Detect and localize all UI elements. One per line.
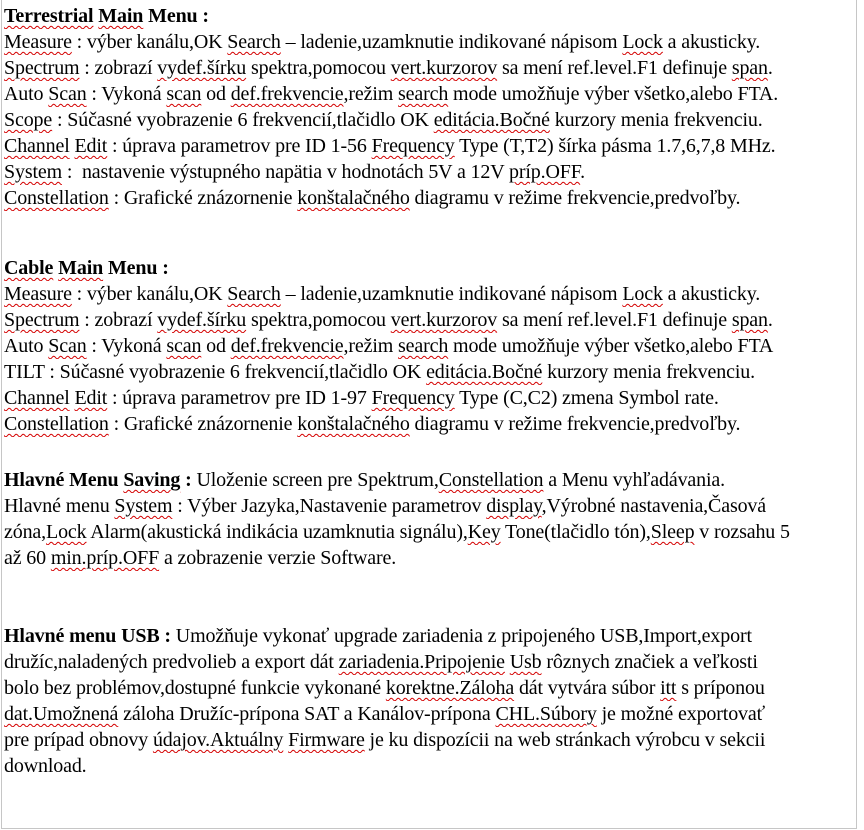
text-run: : Grafické znázornenie bbox=[108, 187, 298, 209]
text-run: . bbox=[767, 309, 773, 331]
text-run: : výber kanálu,OK bbox=[71, 283, 228, 305]
text-run: Type (C,C2) zmena Symbol rate. bbox=[454, 387, 719, 409]
text-run: : úprava parametrov pre ID 1-97 bbox=[107, 387, 372, 409]
misspelled-word: Constellation bbox=[4, 413, 109, 435]
text-line bbox=[4, 185, 856, 211]
misspelled-word: Cable bbox=[4, 257, 54, 279]
text-run: : zobrazí bbox=[79, 309, 158, 331]
misspelled-word: dat.Umožnená bbox=[4, 703, 119, 725]
misspelled-word: span bbox=[731, 309, 768, 331]
text-run: dát vytvára súbor bbox=[514, 677, 661, 699]
text-run: : nastavenie výstupného napätia v hodnotách 5V a 12V bbox=[62, 161, 510, 183]
text-run: Tone(tlačidlo tón), bbox=[500, 521, 651, 543]
misspelled-word: korektne.Záloha bbox=[385, 677, 515, 699]
text-line bbox=[4, 623, 856, 649]
misspelled-word: System bbox=[114, 495, 173, 517]
misspelled-word: Saving bbox=[123, 469, 181, 491]
text-run: Auto bbox=[4, 83, 49, 105]
misspelled-word: span bbox=[731, 57, 768, 79]
text-run: je možné exportovať bbox=[596, 703, 766, 725]
misspelled-word: príp.OFF bbox=[509, 161, 581, 183]
paragraph-hlavne-menu-usb bbox=[4, 623, 856, 779]
text-run: : Grafické znázornenie bbox=[108, 413, 298, 435]
text-line bbox=[4, 519, 856, 545]
text-line bbox=[4, 649, 856, 675]
text-line bbox=[4, 385, 856, 411]
misspelled-word: vert.kurzorov bbox=[390, 309, 498, 331]
text-line bbox=[4, 133, 856, 159]
misspelled-word: Firmware bbox=[288, 729, 365, 751]
document-page bbox=[1, 0, 857, 829]
text-run: diagramu v režime frekvencie,predvoľby. bbox=[409, 413, 741, 435]
misspelled-word: vydef.šírku bbox=[157, 309, 247, 331]
text-run: Umožňuje vykonať upgrade zariadenia z pripojeného USB,Import,export bbox=[170, 625, 752, 647]
text-run: od bbox=[201, 83, 231, 105]
text-run: kurzory menia frekvenciu. bbox=[542, 361, 755, 383]
misspelled-word: min.príp.OFF bbox=[50, 547, 160, 569]
text-line bbox=[4, 545, 856, 571]
misspelled-word: vydef.šírku bbox=[157, 57, 247, 79]
misspelled-word: Search bbox=[227, 31, 281, 53]
text-run: ,Výrobné nastavenia,Časová bbox=[541, 495, 767, 517]
text-run: mode umožňuje výber všetko,alebo FTA. bbox=[448, 83, 779, 105]
misspelled-word: konštalačného bbox=[297, 413, 410, 435]
text-line bbox=[4, 493, 856, 519]
text-run: záloha Družíc-prípona SAT a Kanálov-prípona bbox=[118, 703, 496, 725]
text-run: Hlavné menu USB : bbox=[4, 625, 171, 647]
text-line bbox=[4, 281, 856, 307]
text-run: až 60 bbox=[4, 547, 51, 569]
text-run: mode umožňuje výber všetko,alebo FTA bbox=[448, 335, 774, 357]
misspelled-word: Lock bbox=[46, 521, 87, 543]
misspelled-word: search bbox=[398, 335, 449, 357]
text-line bbox=[4, 3, 856, 29]
text-line bbox=[4, 411, 856, 437]
misspelled-word: Usb bbox=[509, 651, 542, 673]
misspelled-word: Spectrum bbox=[4, 309, 80, 331]
misspelled-word: editácia.Bočné bbox=[426, 361, 543, 383]
text-run: s príponou bbox=[676, 677, 765, 699]
misspelled-word: Scope bbox=[4, 109, 53, 131]
text-run: – ladenie,uzamknutie indikované nápisom bbox=[280, 283, 623, 305]
text-run: Hlavné Menu bbox=[4, 469, 124, 491]
misspelled-word: Channel bbox=[4, 387, 70, 409]
misspelled-word: Frequency bbox=[371, 135, 455, 157]
text-line bbox=[4, 359, 856, 385]
text-run: Uloženie screen pre Spektrum, bbox=[191, 469, 439, 491]
text-run: a akusticky. bbox=[662, 283, 761, 305]
misspelled-word: Measure bbox=[4, 31, 72, 53]
text-line bbox=[4, 467, 856, 493]
text-run: v rozsahu 5 bbox=[694, 521, 790, 543]
misspelled-word: display bbox=[486, 495, 542, 517]
text-run: kurzory menia frekvenciu. bbox=[549, 109, 763, 131]
text-run: Alarm(akustická indikácia uzamknutia signálu), bbox=[86, 521, 468, 543]
paragraph-hlavne-menu-saving-system bbox=[4, 467, 856, 571]
text-run: : Súčasné vyobrazenie 6 frekvencií,tlačidlo OK bbox=[52, 109, 434, 131]
misspelled-word: Channel bbox=[4, 135, 70, 157]
misspelled-word: editácia.Bočné bbox=[433, 109, 550, 131]
text-run: Type (T,T2) šírka pásma 1.7,6,7,8 MHz. bbox=[454, 135, 776, 157]
misspelled-word: Lock bbox=[622, 31, 663, 53]
text-run: : Vykoná bbox=[86, 335, 167, 357]
text-run: a Menu vyhľadávania. bbox=[543, 469, 725, 491]
misspelled-word: def.frekvencie bbox=[230, 335, 344, 357]
misspelled-word: Measure bbox=[4, 283, 72, 305]
text-run: družíc,naladených predvolieb a export dát bbox=[4, 651, 339, 673]
misspelled-word: def.frekvencie bbox=[230, 83, 344, 105]
misspelled-word: Edit bbox=[74, 387, 108, 409]
text-run: pre prípad obnovy bbox=[4, 729, 153, 751]
misspelled-word: Search bbox=[227, 283, 281, 305]
text-run: zóna, bbox=[4, 521, 47, 543]
paragraph-terrestrial-main-menu bbox=[4, 3, 856, 211]
text-run: spektra,pomocou bbox=[246, 57, 391, 79]
misspelled-word: údajov.Aktuálny bbox=[152, 729, 284, 751]
paragraph-cable-main-menu bbox=[4, 255, 856, 437]
text-run: a zobrazenie verzie Software. bbox=[159, 547, 397, 569]
misspelled-word: zariadenia.Pripojenie bbox=[338, 651, 505, 673]
text-run: Auto bbox=[4, 335, 49, 357]
misspelled-word: System bbox=[4, 161, 62, 183]
misspelled-word: scan bbox=[166, 335, 202, 357]
text-run: spektra,pomocou bbox=[246, 309, 391, 331]
text-run: ,režim bbox=[343, 83, 399, 105]
text-run: . bbox=[580, 161, 585, 183]
misspelled-word: Constellation bbox=[4, 187, 109, 209]
misspelled-word: Scan bbox=[48, 335, 87, 357]
text-line bbox=[4, 727, 856, 753]
text-run: download. bbox=[4, 755, 87, 777]
misspelled-word: scan bbox=[166, 83, 202, 105]
text-run: a akusticky. bbox=[662, 31, 761, 53]
misspelled-word: vert.kurzorov bbox=[390, 57, 498, 79]
text-run: bolo bez problémov,dostupné funkcie vykonané bbox=[4, 677, 386, 699]
text-line bbox=[4, 159, 856, 185]
misspelled-word: Key bbox=[467, 521, 501, 543]
misspelled-word: Main bbox=[98, 5, 144, 27]
misspelled-word: Spectrum bbox=[4, 57, 80, 79]
text-run: diagramu v režime frekvencie,predvoľby. bbox=[409, 187, 741, 209]
text-run: . bbox=[767, 57, 773, 79]
text-run: ,režim bbox=[343, 335, 399, 357]
misspelled-word: konštalačného bbox=[297, 187, 410, 209]
text-line bbox=[4, 753, 856, 779]
text-run: : zobrazí bbox=[79, 57, 158, 79]
text-run: : Výber Jazyka,Nastavenie parametrov bbox=[172, 495, 487, 517]
text-line bbox=[4, 29, 856, 55]
misspelled-word: Scan bbox=[48, 83, 87, 105]
misspelled-word: Terrestrial bbox=[4, 5, 94, 27]
text-run: Menu : bbox=[103, 257, 169, 279]
misspelled-word: Sleep bbox=[650, 521, 695, 543]
misspelled-word: CHL.Súbory bbox=[495, 703, 597, 725]
text-run: : bbox=[180, 469, 192, 491]
misspelled-word: Main bbox=[58, 257, 104, 279]
text-line bbox=[4, 675, 856, 701]
text-line bbox=[4, 701, 856, 727]
text-line bbox=[4, 81, 856, 107]
text-line bbox=[4, 333, 856, 359]
misspelled-word: search bbox=[398, 83, 449, 105]
misspelled-word: Edit bbox=[74, 135, 108, 157]
text-run: je ku dispozícii na web stránkach výrobcu v sekcii bbox=[364, 729, 766, 751]
misspelled-word: Constellation bbox=[438, 469, 544, 491]
text-line bbox=[4, 55, 856, 81]
text-run: sa mení ref.level.F1 definuje bbox=[497, 57, 732, 79]
misspelled-word: Lock bbox=[622, 283, 663, 305]
text-run: sa mení ref.level.F1 definuje bbox=[497, 309, 732, 331]
text-run: Menu : bbox=[143, 5, 209, 27]
document-text bbox=[2, 0, 856, 779]
text-run: od bbox=[201, 335, 231, 357]
text-run: : Vykoná bbox=[86, 83, 167, 105]
text-run: Hlavné menu bbox=[4, 495, 115, 517]
text-run: : úprava parametrov pre ID 1-56 bbox=[107, 135, 372, 157]
text-run: : výber kanálu,OK bbox=[71, 31, 228, 53]
text-line bbox=[4, 255, 856, 281]
text-run: rôznych značiek a veľkosti bbox=[541, 651, 758, 673]
text-run: – ladenie,uzamknutie indikované nápisom bbox=[280, 31, 623, 53]
text-run: TILT : Súčasné vyobrazenie 6 frekvencií,tlačidlo OK bbox=[4, 361, 427, 383]
text-line bbox=[4, 307, 856, 333]
misspelled-word: Frequency bbox=[371, 387, 455, 409]
misspelled-word: itt bbox=[660, 677, 677, 699]
text-line bbox=[4, 107, 856, 133]
